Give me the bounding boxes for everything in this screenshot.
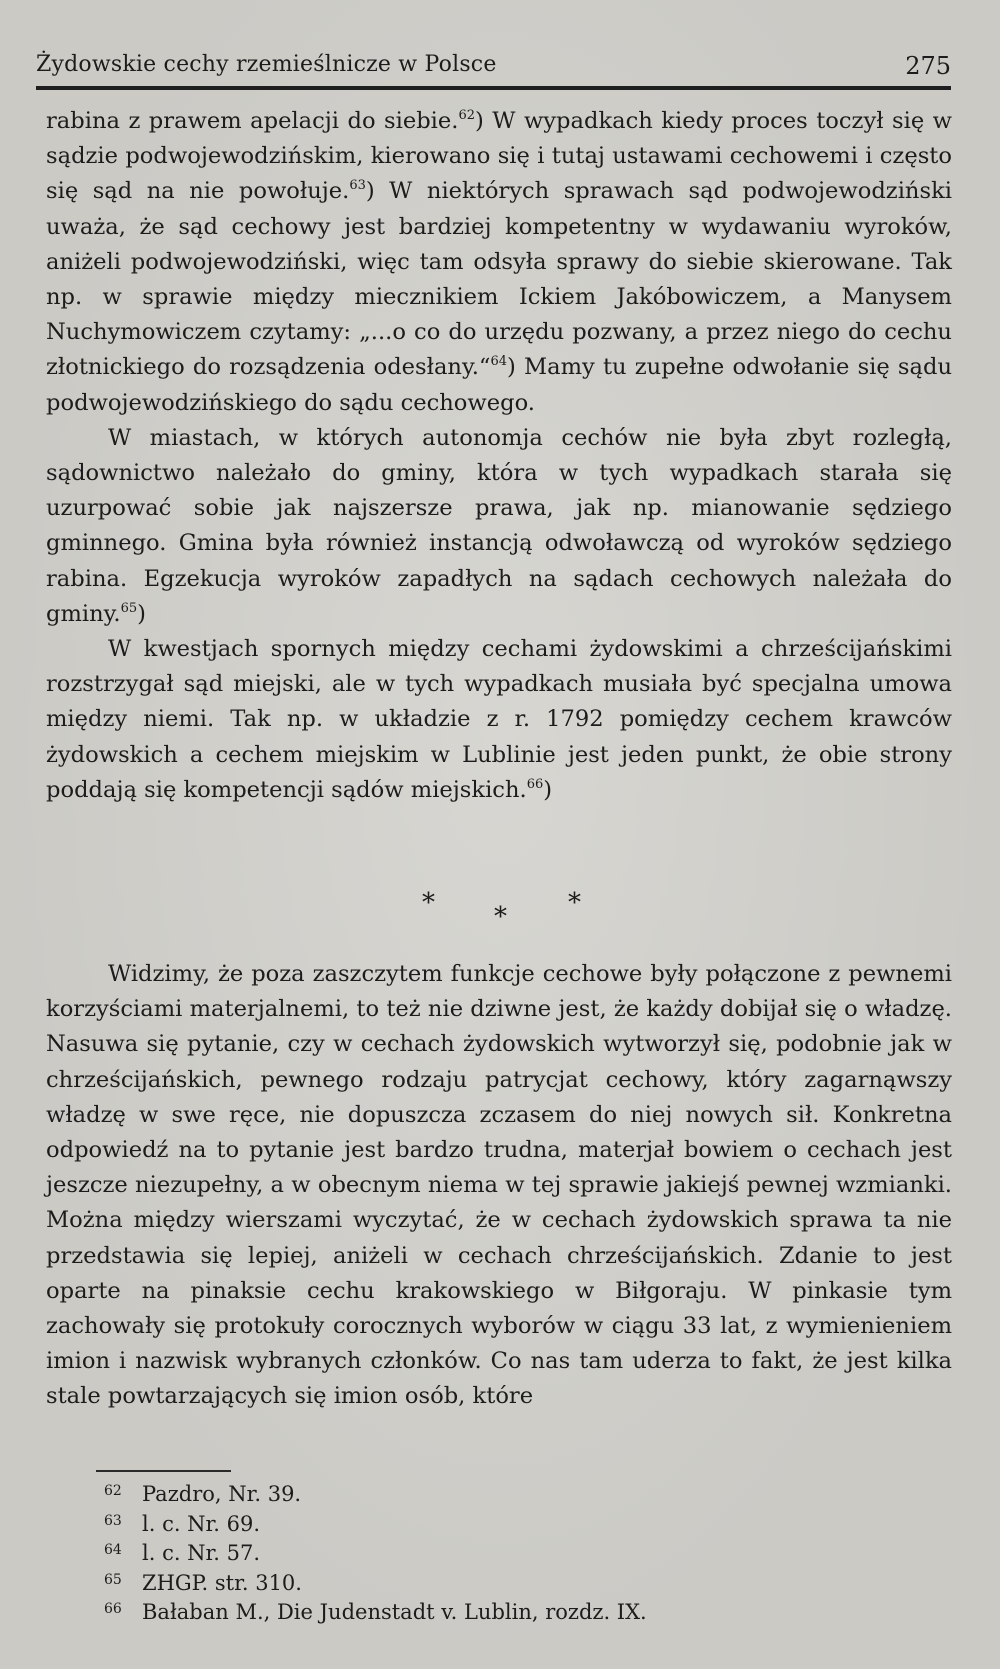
paragraph-2-text-b: )	[137, 600, 146, 627]
asterisk-middle: *	[494, 902, 507, 932]
header-rule	[36, 86, 951, 90]
footnote-number: 65	[104, 1571, 122, 1588]
footnote-text: ZHGP. str. 310.	[142, 1570, 302, 1595]
footnote-text: Pazdro, Nr. 39.	[142, 1482, 302, 1506]
main-text-continued	[46, 957, 952, 1415]
footnote-65	[104, 1567, 904, 1597]
page-header	[36, 50, 951, 84]
footnote-ref-62: 62	[458, 108, 475, 123]
footnote-text: Bałaban M., Die Judenstadt v. Lublin, rozdz. IX.	[142, 1600, 647, 1624]
footnote-64	[104, 1537, 904, 1567]
paragraph-1-text-b: ) W wypadkach kiedy proces toczył się w sądzie podwojewodzińskim, kierowano się i tutaj ustawami cechowemi i często się sąd na nie powołuje.	[46, 108, 952, 205]
footnote-ref-66: 66	[526, 776, 544, 792]
footnote-text: l. c. Nr. 69.	[142, 1511, 261, 1536]
paragraph-3-text-b: )	[543, 776, 553, 803]
footnote-number: 63	[104, 1512, 122, 1529]
footnote-number: 62	[104, 1483, 122, 1499]
section-break-asterism	[0, 888, 1000, 938]
footnote-number: 66	[104, 1601, 122, 1617]
paragraph-4: Widzimy, że poza zaszczytem funkcje cechowe były połączone z pewnemi korzyściami materjalnemi, to też nie dziwne jest, że każdy dobijał się o władzę. Nasuwa się pytanie, czy w cechach żydowskich wytworzył się, podobnie jak w chrześcijańskich, pewnego rodzaju patrycjat cechowy, który zagarnąwszy władzę w swe ręce, nie dopuszcza zczasem do niej nowych sił. Konkretna odpowiedź na to pytanie jest bardzo trudna, materjał bowiem o cechach jest jeszcze niezupełny, a w obecnym niema w tej sprawie jakiejś pewnej wzmianki. Można między wierszami wyczytać, że w cechach żydowskich sprawa ta nie przedstawia się lepiej, aniżeli w cechach chrześcijańskich. Zdanie to jest oparte na pinaksie cechu krakowskiego w Biłgoraju. W pinkasie tym zachowały się protokuły corocznych wyborów w ciągu 33 lat, z wymienieniem imion i nazwisk wybranych członków. Co nas tam uderza to fakt, że jest kilka stale powtarzających się imion osób, które	[46, 961, 952, 1410]
footnotes	[104, 1478, 904, 1626]
paragraph-2	[46, 421, 952, 632]
footnote-ref-63: 63	[349, 178, 366, 194]
footnote-number: 64	[104, 1542, 122, 1558]
running-title: Żydowskie cechy rzemieślnicze w Polsce	[36, 52, 497, 77]
asterisk-left: *	[422, 888, 435, 918]
page-number: 275	[905, 52, 951, 80]
paragraph-2-text-a: W miastach, w których autonomja cechów nie była zbyt rozległą, sądownictwo należało do gminy, która w tych wypadkach starała się uzurpować sobie jak najszersze prawa, jak np. mianowanie sędziego gminnego. Gmina była również instancją odwoławczą od wyroków sędziego rabina. Egzekucja wyroków zapadłych na sądach cechowych należała do gminy.	[46, 424, 952, 627]
asterisk-right: *	[568, 888, 581, 918]
footnote-63	[104, 1508, 904, 1538]
paragraph-3	[46, 632, 952, 808]
footnote-text: l. c. Nr. 57.	[142, 1541, 261, 1565]
paragraph-1-text-a: rabina z prawem apelacji do siebie.	[46, 108, 459, 134]
footnote-66	[104, 1596, 904, 1626]
paragraph-1-text-d: ) Mamy tu zupełne odwołanie się sądu podwojewodzińskiego do sądu cechowego.	[46, 354, 952, 416]
main-text	[46, 104, 952, 808]
footnote-ref-64: 64	[490, 354, 508, 370]
paragraph-1	[46, 104, 952, 421]
paragraph-3-text-a: W kwestjach spornych między cechami żydowskimi a chrześcijańskimi rozstrzygał sąd miejski, ale w tych wypadkach musiała być specjalna umowa między niemi. Tak np. w układzie z r. 1792 pomiędzy cechem krawców żydowskich a cechem miejskim w Lublinie jest jeden punkt, że obie strony poddają się kompetencji sądów miejskich.	[46, 636, 952, 803]
paragraph-1-text-c: ) W niektórych sprawach sąd podwojewodziński uważa, że sąd cechowy jest bardziej kompetentny w wydawaniu wyroków, aniżeli podwojewodziński, więc tam odsyła sprawy do siebie skierowane. Tak np. w sprawie między miecznikiem Ickiem Jakóbowiczem, a Manysem Nuchymowiczem czytamy: „...o co do urzędu pozwany, a przez niego do cechu złotnickiego do rozsądzenia odesłany.“	[46, 178, 952, 381]
footnote-62	[104, 1478, 904, 1508]
footnote-rule	[96, 1470, 231, 1472]
footnote-ref-65: 65	[120, 600, 138, 616]
